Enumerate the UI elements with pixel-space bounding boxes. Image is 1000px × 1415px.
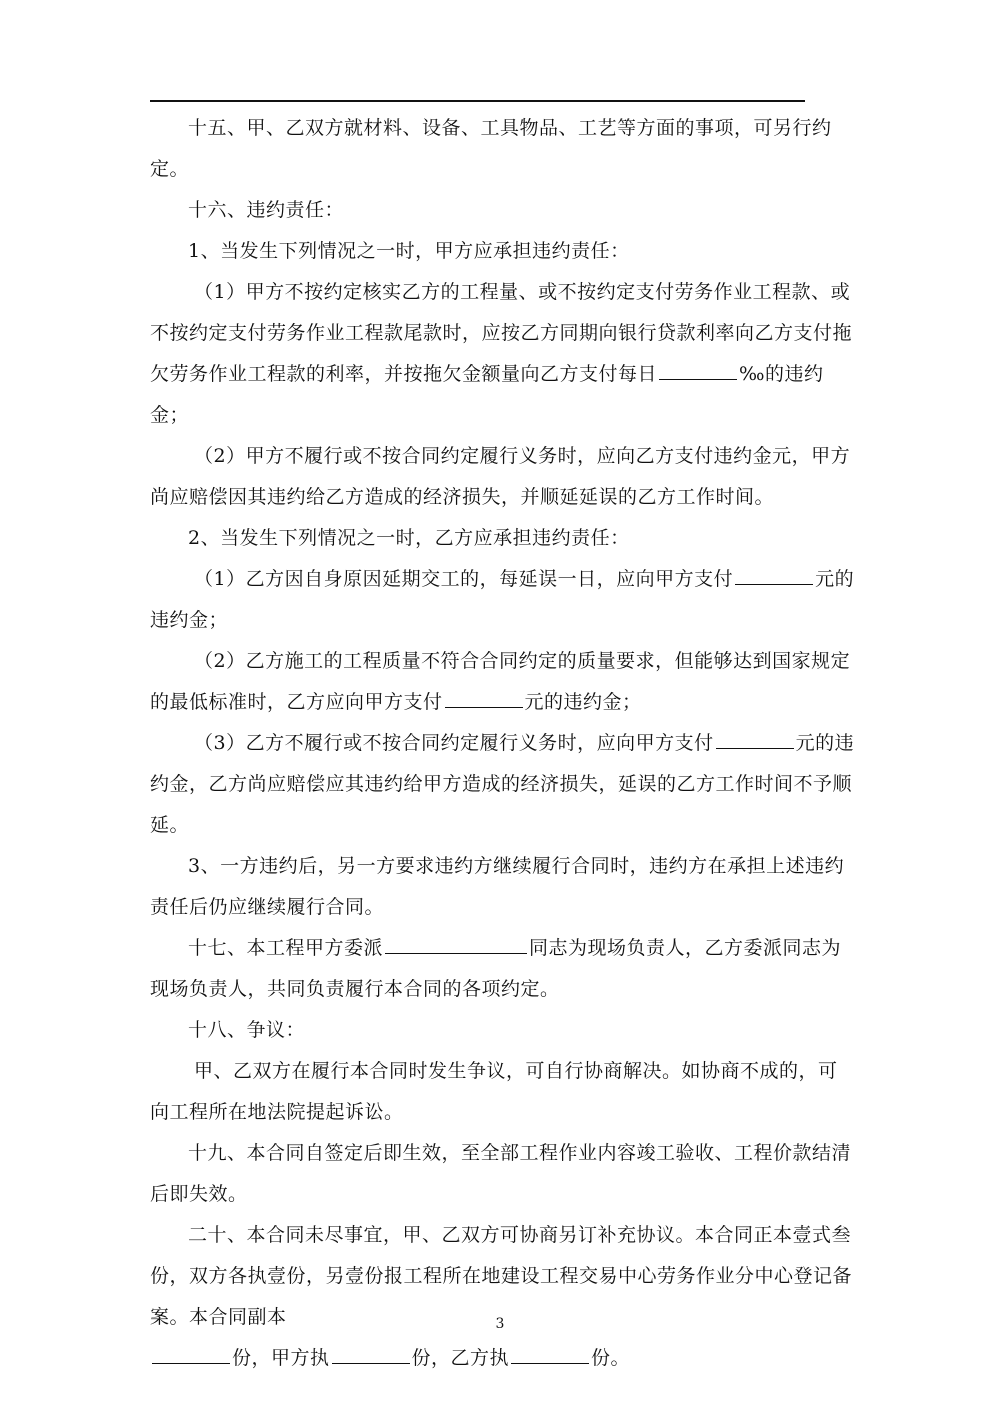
clause-20: 二十、本合同未尽事宜，甲、乙双方可协商另订补充协议。本合同正本壹式叁份，双方各执壹份，另壹份报工程所在地建设工程交易中心劳务作业分中心登记备案。本合同副本 xyxy=(150,1224,853,1328)
clause-15: 十五、甲、乙双方就材料、设备、工具物品、工艺等方面的事项，可另行约定。 xyxy=(150,117,832,180)
clause-16-2: 2、当发生下列情况之一时，乙方应承担违约责任： xyxy=(188,527,630,549)
clause-18-body: 甲、乙双方在履行本合同时发生争议，可自行协商解决。如协商不成的，可向工程所在地法院提起诉讼。 xyxy=(150,1060,838,1123)
clause-16-1: 1、当发生下列情况之一时，甲方应承担违约责任： xyxy=(188,240,630,262)
clause-16-2-1-tail: 元的违约金； xyxy=(150,568,855,631)
clause-20-copies xyxy=(150,1338,855,1379)
fill-blank xyxy=(445,687,523,708)
clause-16-2-2 xyxy=(150,641,855,723)
clause-16-2-1-text: （1）乙方因自身原因延期交工的，每延误一日，应向甲方支付 xyxy=(194,568,734,590)
clause-16-3: 3、一方违约后，另一方要求违约方继续履行合同时，违约方在承担上述违约责任后仍应继续履行合同。 xyxy=(150,855,845,918)
clause-18-title: 十八、争议： xyxy=(188,1019,306,1041)
clause-16-1-2: （2）甲方不履行或不按合同约定履行义务时，应向乙方支付违约金元，甲方尚应赔偿因其违约给乙方造成的经济损失，并顺延延误的乙方工作时间。 xyxy=(150,445,851,508)
fill-blank xyxy=(511,1343,589,1364)
fill-blank xyxy=(659,359,737,380)
fill-blank xyxy=(716,728,794,749)
clause-17-text: 十七、本工程甲方委派 xyxy=(188,937,384,959)
clause-16-2-1 xyxy=(150,559,855,641)
clause-16-1-1-text: （1）甲方不按约定核实乙方的工程量、或不按约定支付劳务作业工程款、或不按约定支付劳务作业工程款尾款时，应按乙方同期向银行贷款利率向乙方支付拖欠劳务作业工程款的利率，并按拖欠金额量向乙方支付每日 xyxy=(150,281,853,385)
clause-16-2-2-text: （2）乙方施工的工程质量不符合合同约定的质量要求，但能够达到国家规定的最低标准时，乙方应向甲方支付 xyxy=(150,650,851,713)
header-rule xyxy=(150,100,805,102)
fill-blank xyxy=(385,933,527,954)
contract-body xyxy=(150,108,855,1379)
fill-blank xyxy=(735,564,813,585)
clause-17-tail: 同志为现场负责人，乙方委派同志为现场负责人，共同负责履行本合同的各项约定。 xyxy=(150,937,842,1000)
clause-16-2-3-text: （3）乙方不履行或不按合同约定履行义务时，应向甲方支付 xyxy=(194,732,714,754)
clause-16-1-1 xyxy=(150,272,855,436)
copies-party-b-label: 份，乙方执 xyxy=(411,1347,510,1369)
clause-16-2-3 xyxy=(150,723,855,846)
fill-blank xyxy=(152,1343,230,1364)
clause-16-2-2-tail: 元的违约金； xyxy=(524,691,642,713)
clause-16-2-3-tail: 元的违约金，乙方尚应赔偿应其违约给甲方造成的经济损失，延误的乙方工作时间不予顺延。 xyxy=(150,732,855,836)
copies-end: 份。 xyxy=(591,1347,631,1369)
clause-16-1-1-tail: ‰的违约金； xyxy=(150,363,824,426)
clause-17 xyxy=(150,928,855,1010)
copies-party-a-label: 份，甲方执 xyxy=(232,1347,330,1369)
clause-16-title: 十六、违约责任： xyxy=(188,199,345,221)
clause-19: 十九、本合同自签定后即生效，至全部工程作业内容竣工验收、工程价款结清后即失效。 xyxy=(150,1142,852,1205)
fill-blank xyxy=(332,1343,410,1364)
page-number: 3 xyxy=(495,1316,505,1332)
